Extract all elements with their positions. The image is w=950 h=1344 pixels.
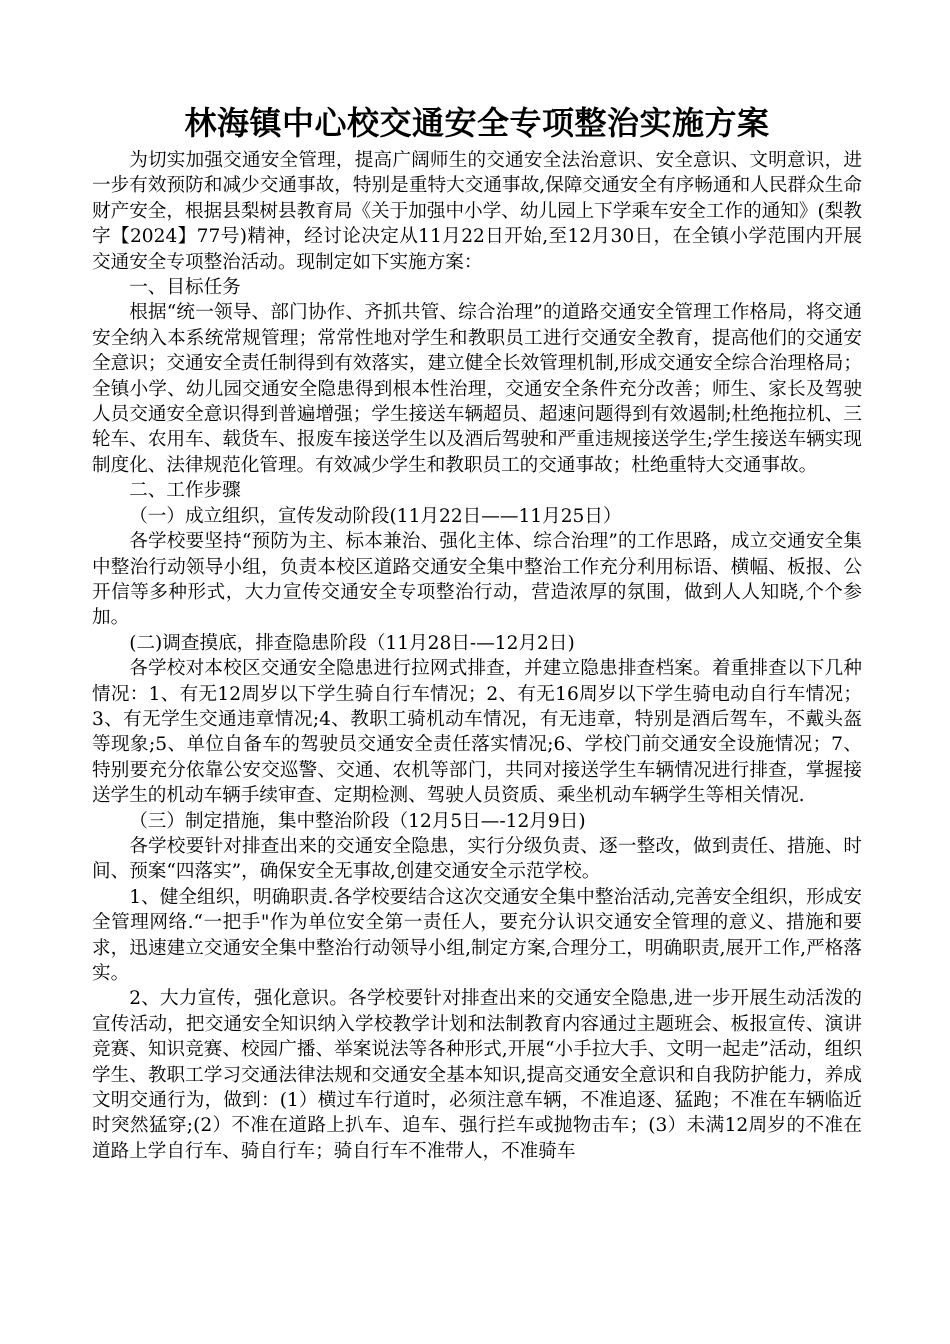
stage-heading-1: （一）成立组织，宣传发动阶段(11月22日——11月25日） <box>129 505 622 527</box>
stage-body-3: 各学校要针对排查出来的交通安全隐患，实行分级负责、逐一整改，做到责任、措施、时间、预案“四落实”，确保安全无事故,创建交通安全示范学校。 <box>92 835 862 883</box>
measure-paragraph-1: 1、健全组织，明确职责.各学校要结合这次交通安全集中整治活动,完善安全组织，形成安全管理网络.“一把手"作为单位安全第一责任人，要充分认识交通安全管理的意义、措施和要求，迅速建立交通安全集中整治行动领导小组,制定方案,合理分工，明确职责,展开工作,严格落实。 <box>92 886 862 984</box>
measure-paragraph-2: 2、大力宣传，强化意识。各学校要针对排查出来的交通安全隐患,进一步开展生动活泼的宣传活动，把交通安全知识纳入学校教学计划和法制教育内容通过主题班会、板报宣传、演讲竞赛、知识竞赛、校园广播、举案说法等各种形式,开展“小手拉大手、文明一起走”活动，组织学生、教职工学习交通法律法规和交通安全基本知识,提高交通安全意识和自我防护能力，养成文明交通行为，做到：(1）横过车行道时，必须注意车辆，不准追逐、猛跑；不准在车辆临近时突然猛穿;(2）不准在道路上扒车、追车、强行拦车或抛物击车；(3）未满12周岁的不准在道路上学自行车、骑自行车；骑自行车不准带人，不准骑车 <box>92 988 862 1162</box>
stage-heading-3: （三）制定措施，集中整治阶段（12月5日—-12月9日) <box>129 810 586 832</box>
stage-heading-2: (二)调查摸底，排查隐患阶段（11月28日-—12月2日) <box>129 632 575 654</box>
stage-body-2: 各学校对本校区交通安全隐患进行拉网式排查，并建立隐患排查档案。着重排查以下几种情况：1、有无12周岁以下学生骑自行车情况；2、有无16周岁以下学生骑电动自行车情况；3、有无学生交通违章情况;4、教职工骑机动车情况，有无违章，特别是酒后驾车，不戴头盔等现象;5、单位自备车的驾驶员交通安全责任落实情况;6、学校门前交通安全设施情况；7、特别要充分依靠公安交巡警、交通、农机等部门，共同对接送学生车辆情况进行排查，掌握接送学生的机动车辆手续审查、定期检测、驾驶人员资质、乘坐机动车辆学生等相关情况. <box>92 658 862 807</box>
document-page <box>92 100 862 1164</box>
document-title: 林海镇中心校交通安全专项整治实施方案 <box>184 104 770 142</box>
intro-paragraph: 为切实加强交通安全管理，提高广阔师生的交通安全法治意识、安全意识、文明意识，进一步有效预防和减少交通事故，特别是重特大交通事故,保障交通安全有序畅通和人民群众生命财产安全，根据县梨树县教育局《关于加强中小学、幼儿园上下学乘车安全工作的通知》(梨教字【2024】77号)精神，经讨论决定从11月22日开始,至12月30日，在全镇小学范围内开展交通安全专项整治活动。现制定如下实施方案： <box>92 150 862 273</box>
section-heading-steps: 二、工作步骤 <box>129 480 241 502</box>
stage-body-1: 各学校要坚持“预防为主、标本兼治、强化主体、综合治理”的工作思路，成立交通安全集中整治行动领导小组，负责本校区道路交通安全集中整治工作充分利用标语、横幅、板报、公开信等多种形式，大力宣传交通安全专项整治行动，营造浓厚的氛围，做到人人知晓,个个参加。 <box>92 531 862 629</box>
section-body-goals: 根据“统一领导、部门协作、齐抓共管、综合治理”的道路交通安全管理工作格局，将交通安全纳入本系统常规管理；常常性地对学生和教职员工进行交通安全教育，提高他们的交通安全意识；交通安全责任制得到有效落实，建立健全长效管理机制,形成交通安全综合治理格局；全镇小学、幼儿园交通安全隐患得到根本性治理，交通安全条件充分改善；师生、家长及驾驶人员交通安全意识得到普遍增强；学生接送车辆超员、超速问题得到有效遏制;杜绝拖拉机、三轮车、农用车、载货车、报废车接送学生以及酒后驾驶和严重违规接送学生;学生接送车辆实现制度化、法律规范化管理。有效减少学生和教职员工的交通事故；杜绝重特大交通事故。 <box>92 302 862 476</box>
section-heading-goals: 一、目标任务 <box>129 277 241 299</box>
